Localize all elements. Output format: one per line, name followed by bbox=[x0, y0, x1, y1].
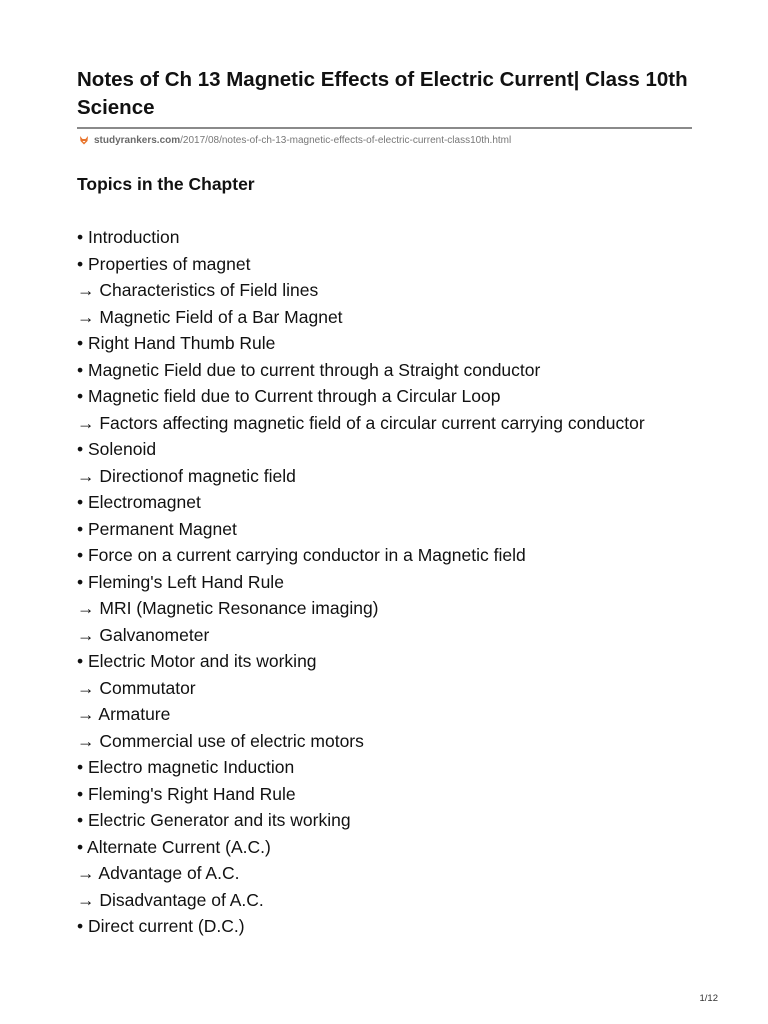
topic-item: → Magnetic Field of a Bar Magnet bbox=[77, 306, 343, 327]
topic-item: → Characteristics of Field lines bbox=[77, 280, 319, 300]
fox-icon bbox=[79, 135, 89, 145]
topic-item: • Introduction bbox=[77, 227, 180, 247]
topic-item: → Directionof magnetic field bbox=[77, 465, 296, 486]
source-link[interactable] bbox=[79, 133, 511, 147]
topic-item: • Fleming's Right Hand Rule bbox=[77, 783, 296, 804]
topic-item: • Solenoid bbox=[77, 439, 157, 459]
topic-item: • Magnetic Field due to current through a Straight conductor bbox=[77, 359, 541, 380]
topic-item: • Fleming's Left Hand Rule bbox=[77, 571, 284, 592]
page-number: 1/12 bbox=[699, 993, 718, 1004]
topic-item: • Electro magnetic Induction bbox=[77, 757, 295, 777]
topic-item: → Disadvantage of A.C. bbox=[77, 889, 264, 910]
topics-list bbox=[77, 224, 697, 940]
topic-item: → Commutator bbox=[77, 677, 196, 698]
section-heading: Topics in the Chapter bbox=[77, 174, 255, 194]
topic-item: → Factors affecting magnetic field of a circular current carrying conductor bbox=[77, 412, 645, 433]
topic-item: → Advantage of A.C. bbox=[77, 863, 240, 883]
topic-item: • Force on a current carrying conductor in a Magnetic field bbox=[77, 545, 526, 565]
topic-item: • Right Hand Thumb Rule bbox=[77, 333, 276, 353]
topic-item: → Armature bbox=[77, 704, 171, 724]
title-divider bbox=[77, 127, 692, 129]
topic-item: → Commercial use of electric motors bbox=[77, 730, 364, 751]
topic-item: • Properties of magnet bbox=[77, 253, 251, 274]
topic-item: • Electric Generator and its working bbox=[77, 810, 351, 830]
topic-item: → MRI (Magnetic Resonance imaging) bbox=[77, 598, 379, 618]
topic-item: • Direct current (D.C.) bbox=[77, 916, 245, 936]
topic-item: • Electromagnet bbox=[77, 492, 201, 512]
topic-item: • Permanent Magnet bbox=[77, 518, 237, 539]
topic-item: • Electric Motor and its working bbox=[77, 651, 317, 671]
topic-item: • Alternate Current (A.C.) bbox=[77, 836, 271, 857]
topic-item: → Galvanometer bbox=[77, 624, 210, 645]
source-path[interactable]: /2017/08/notes-of-ch-13-magnetic-effects-of-electric-current-class10th.html bbox=[180, 134, 512, 146]
source-domain[interactable]: studyrankers.com bbox=[94, 134, 181, 146]
page-title: Notes of Ch 13 Magnetic Effects of Electric Current| Class 10th Science bbox=[77, 68, 688, 119]
topic-item: • Magnetic field due to Current through a Circular Loop bbox=[77, 386, 501, 406]
